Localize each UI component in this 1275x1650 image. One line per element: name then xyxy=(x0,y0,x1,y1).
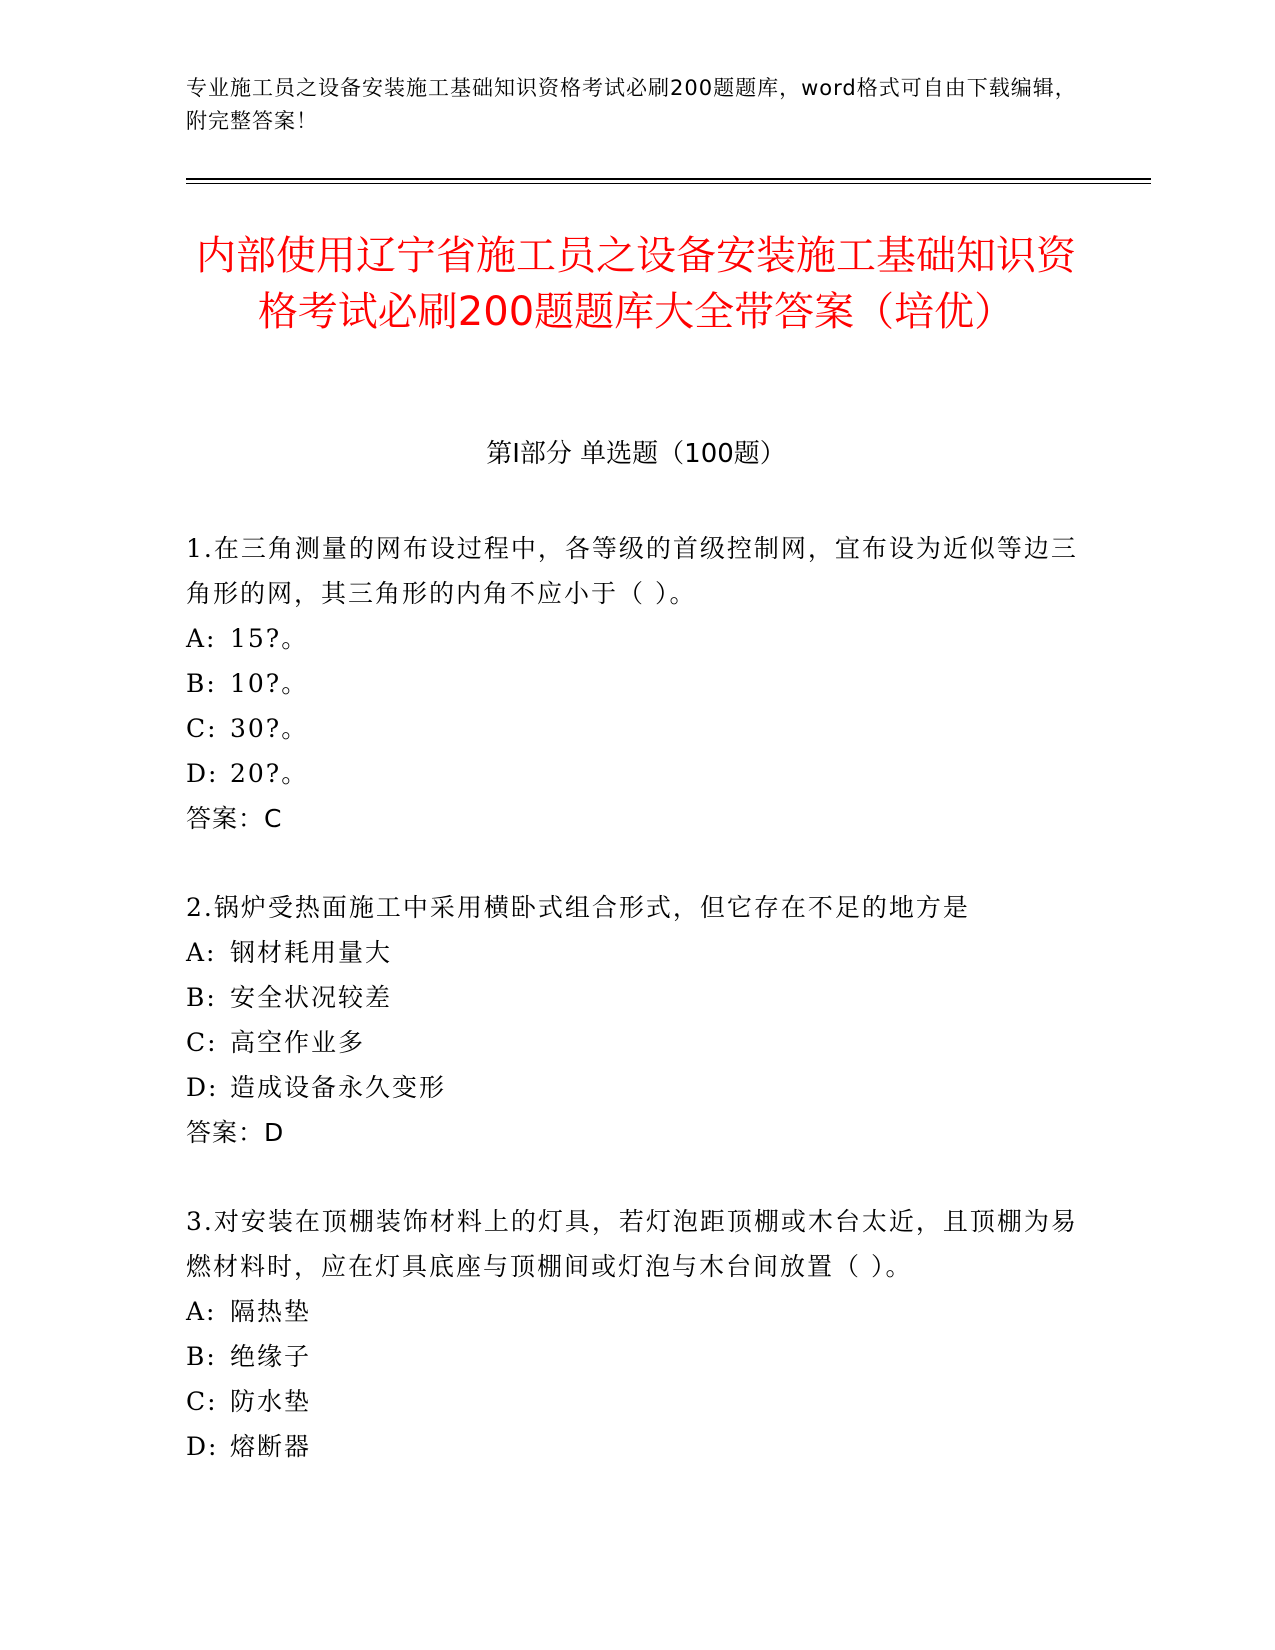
option-b xyxy=(186,1334,1086,1379)
question-text: 1.在三角测量的网布设过程中，各等级的首级控制网，宜布设为近似等边三角形的网，其三角形的内角不应小于（ ）。 xyxy=(186,534,1078,608)
option-text: 熔断器 xyxy=(230,1432,312,1461)
section-title: 第Ⅰ部分 单选题（100题） xyxy=(486,439,786,469)
option-key: B: xyxy=(186,1342,217,1371)
question-list xyxy=(186,526,1086,1513)
option-a xyxy=(186,1289,1086,1334)
answer-text: 答案：D xyxy=(186,1118,285,1147)
option-text: 造成设备永久变形 xyxy=(230,1073,447,1102)
option-d xyxy=(186,751,1086,796)
header-divider-thin xyxy=(186,183,1151,184)
option-key: B: xyxy=(186,983,217,1012)
header-divider-thick xyxy=(186,178,1151,180)
option-text: 防水垫 xyxy=(230,1387,312,1416)
answer-text: 答案：C xyxy=(186,804,283,833)
option-b xyxy=(186,975,1086,1020)
option-key: B: xyxy=(186,669,217,698)
option-d xyxy=(186,1424,1086,1469)
question-3 xyxy=(186,1199,1086,1469)
option-c xyxy=(186,1020,1086,1065)
option-c xyxy=(186,1379,1086,1424)
option-key: C: xyxy=(186,714,218,743)
document-title: 内部使用辽宁省施工员之设备安装施工基础知识资格考试必刷200题题库大全带答案（培优） xyxy=(196,233,1076,335)
option-key: D: xyxy=(186,1432,219,1461)
option-text: 10?。 xyxy=(230,669,309,698)
option-key: A: xyxy=(186,624,217,653)
option-key: C: xyxy=(186,1387,218,1416)
option-text: 30?。 xyxy=(230,714,309,743)
option-a xyxy=(186,930,1086,975)
header-note: 专业施工员之设备安装施工基础知识资格考试必刷200题题库，word格式可自由下载编辑，附完整答案！ xyxy=(186,76,1077,133)
option-key: D: xyxy=(186,759,219,788)
option-key: A: xyxy=(186,1297,217,1326)
option-key: A: xyxy=(186,938,217,967)
option-key: D: xyxy=(186,1073,219,1102)
option-c xyxy=(186,706,1086,751)
option-text: 钢材耗用量大 xyxy=(230,938,393,967)
question-1 xyxy=(186,526,1086,841)
option-text: 隔热垫 xyxy=(230,1297,312,1326)
option-a xyxy=(186,616,1086,661)
question-text: 2.锅炉受热面施工中采用横卧式组合形式，但它存在不足的地方是 xyxy=(186,893,970,922)
option-text: 15?。 xyxy=(230,624,309,653)
question-text: 3.对安装在顶棚装饰材料上的灯具，若灯泡距顶棚或木台太近，且顶棚为易燃材料时，应在灯具底座与顶棚间或灯泡与木台间放置（ ）。 xyxy=(186,1207,1078,1281)
question-2 xyxy=(186,885,1086,1155)
option-text: 高空作业多 xyxy=(230,1028,366,1057)
option-text: 安全状况较差 xyxy=(230,983,393,1012)
option-d xyxy=(186,1065,1086,1110)
option-key: C: xyxy=(186,1028,218,1057)
option-b xyxy=(186,661,1086,706)
option-text: 绝缘子 xyxy=(230,1342,312,1371)
option-text: 20?。 xyxy=(230,759,309,788)
